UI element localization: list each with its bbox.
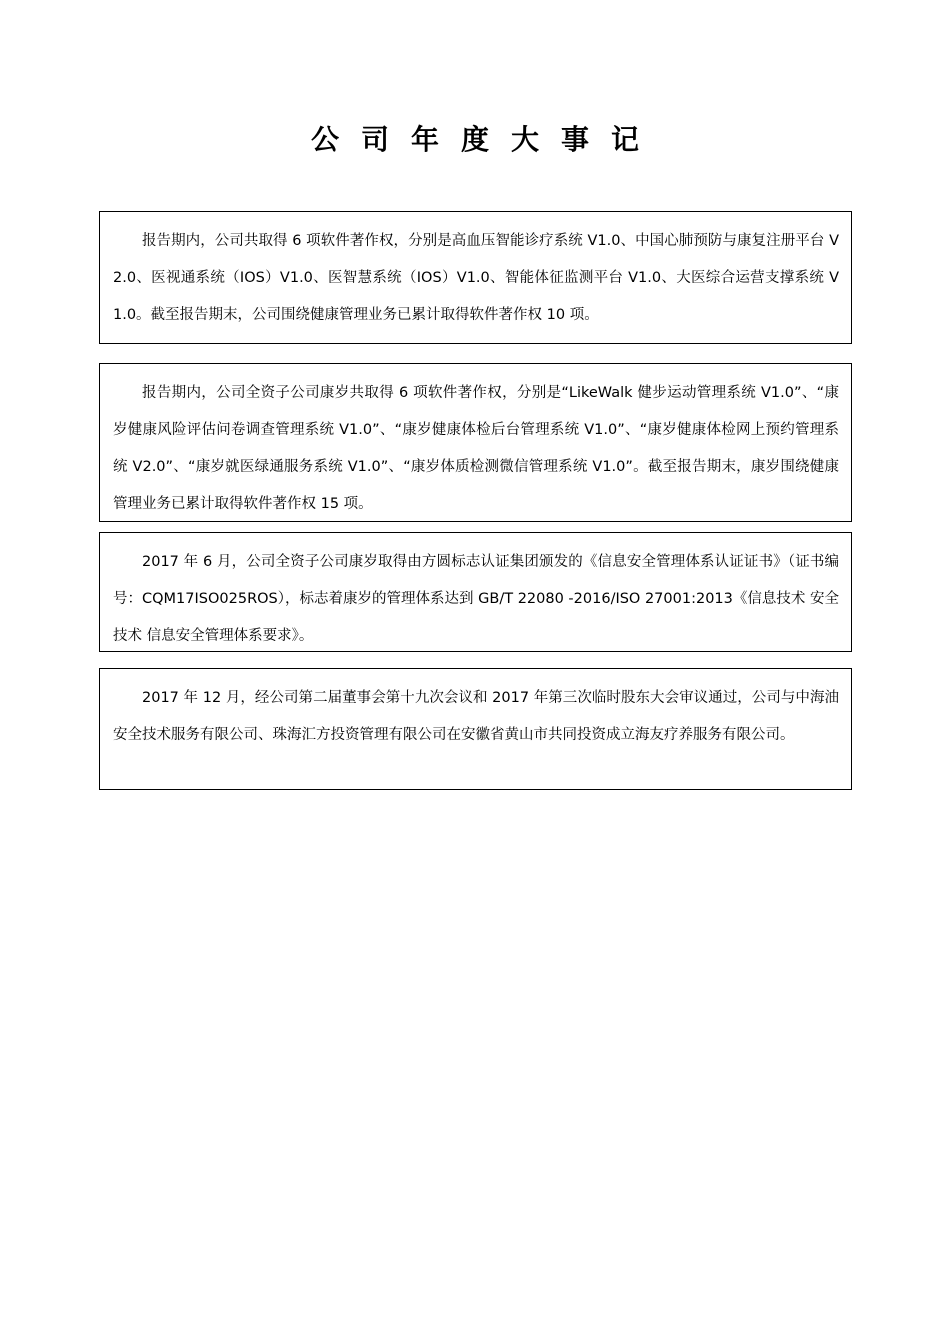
event-text: 2017 年 12 月，经公司第二届董事会第十九次会议和 2017 年第三次临时股东大会审议通过，公司与中海油安全技术服务有限公司、珠海汇方投资管理有限公司在安徽省黄山市共同投资成立海友疗养服务有限公司。 bbox=[113, 690, 839, 743]
page-title: 公司年度大事记 bbox=[310, 123, 661, 156]
event-box-joint-investment bbox=[99, 668, 852, 790]
event-box-security-certificate bbox=[99, 532, 852, 652]
event-box-subsidiary-copyrights bbox=[99, 363, 852, 522]
event-text: 报告期内，公司全资子公司康岁共取得 6 项软件著作权，分别是“LikeWalk 健步运动管理系统 V1.0”、“康岁健康风险评估问卷调查管理系统 V1.0”、“康岁健康体检后台管理系统 V1.0”、“康岁健康体检网上预约管理系统 V2.0”、“康岁就医绿通服务系统 V1.0”、“康岁体质检测微信管理系统 V1.0”。截至报告期末，康岁围绕健康管理业务已累计取得软件著作权 15 项。 bbox=[113, 385, 839, 512]
event-text: 报告期内，公司共取得 6 项软件著作权，分别是高血压智能诊疗系统 V1.0、中国心肺预防与康复注册平台 V2.0、医视通系统（IOS）V1.0、医智慧系统（IOS）V1.0、智能体征监测平台 V1.0、大医综合运营支撑系统 V1.0。截至报告期末，公司围绕健康管理业务已累计取得软件著作权 10 项。 bbox=[113, 233, 839, 323]
event-box-software-copyrights bbox=[99, 211, 852, 344]
event-text: 2017 年 6 月，公司全资子公司康岁取得由方圆标志认证集团颁发的《信息安全管理体系认证证书》（证书编号：CQM17ISO025ROS），标志着康岁的管理体系达到 GB/T 22080 -2016/ISO 27001:2013《信息技术 安全技术 信息安全管理体系要求》。 bbox=[113, 554, 839, 644]
